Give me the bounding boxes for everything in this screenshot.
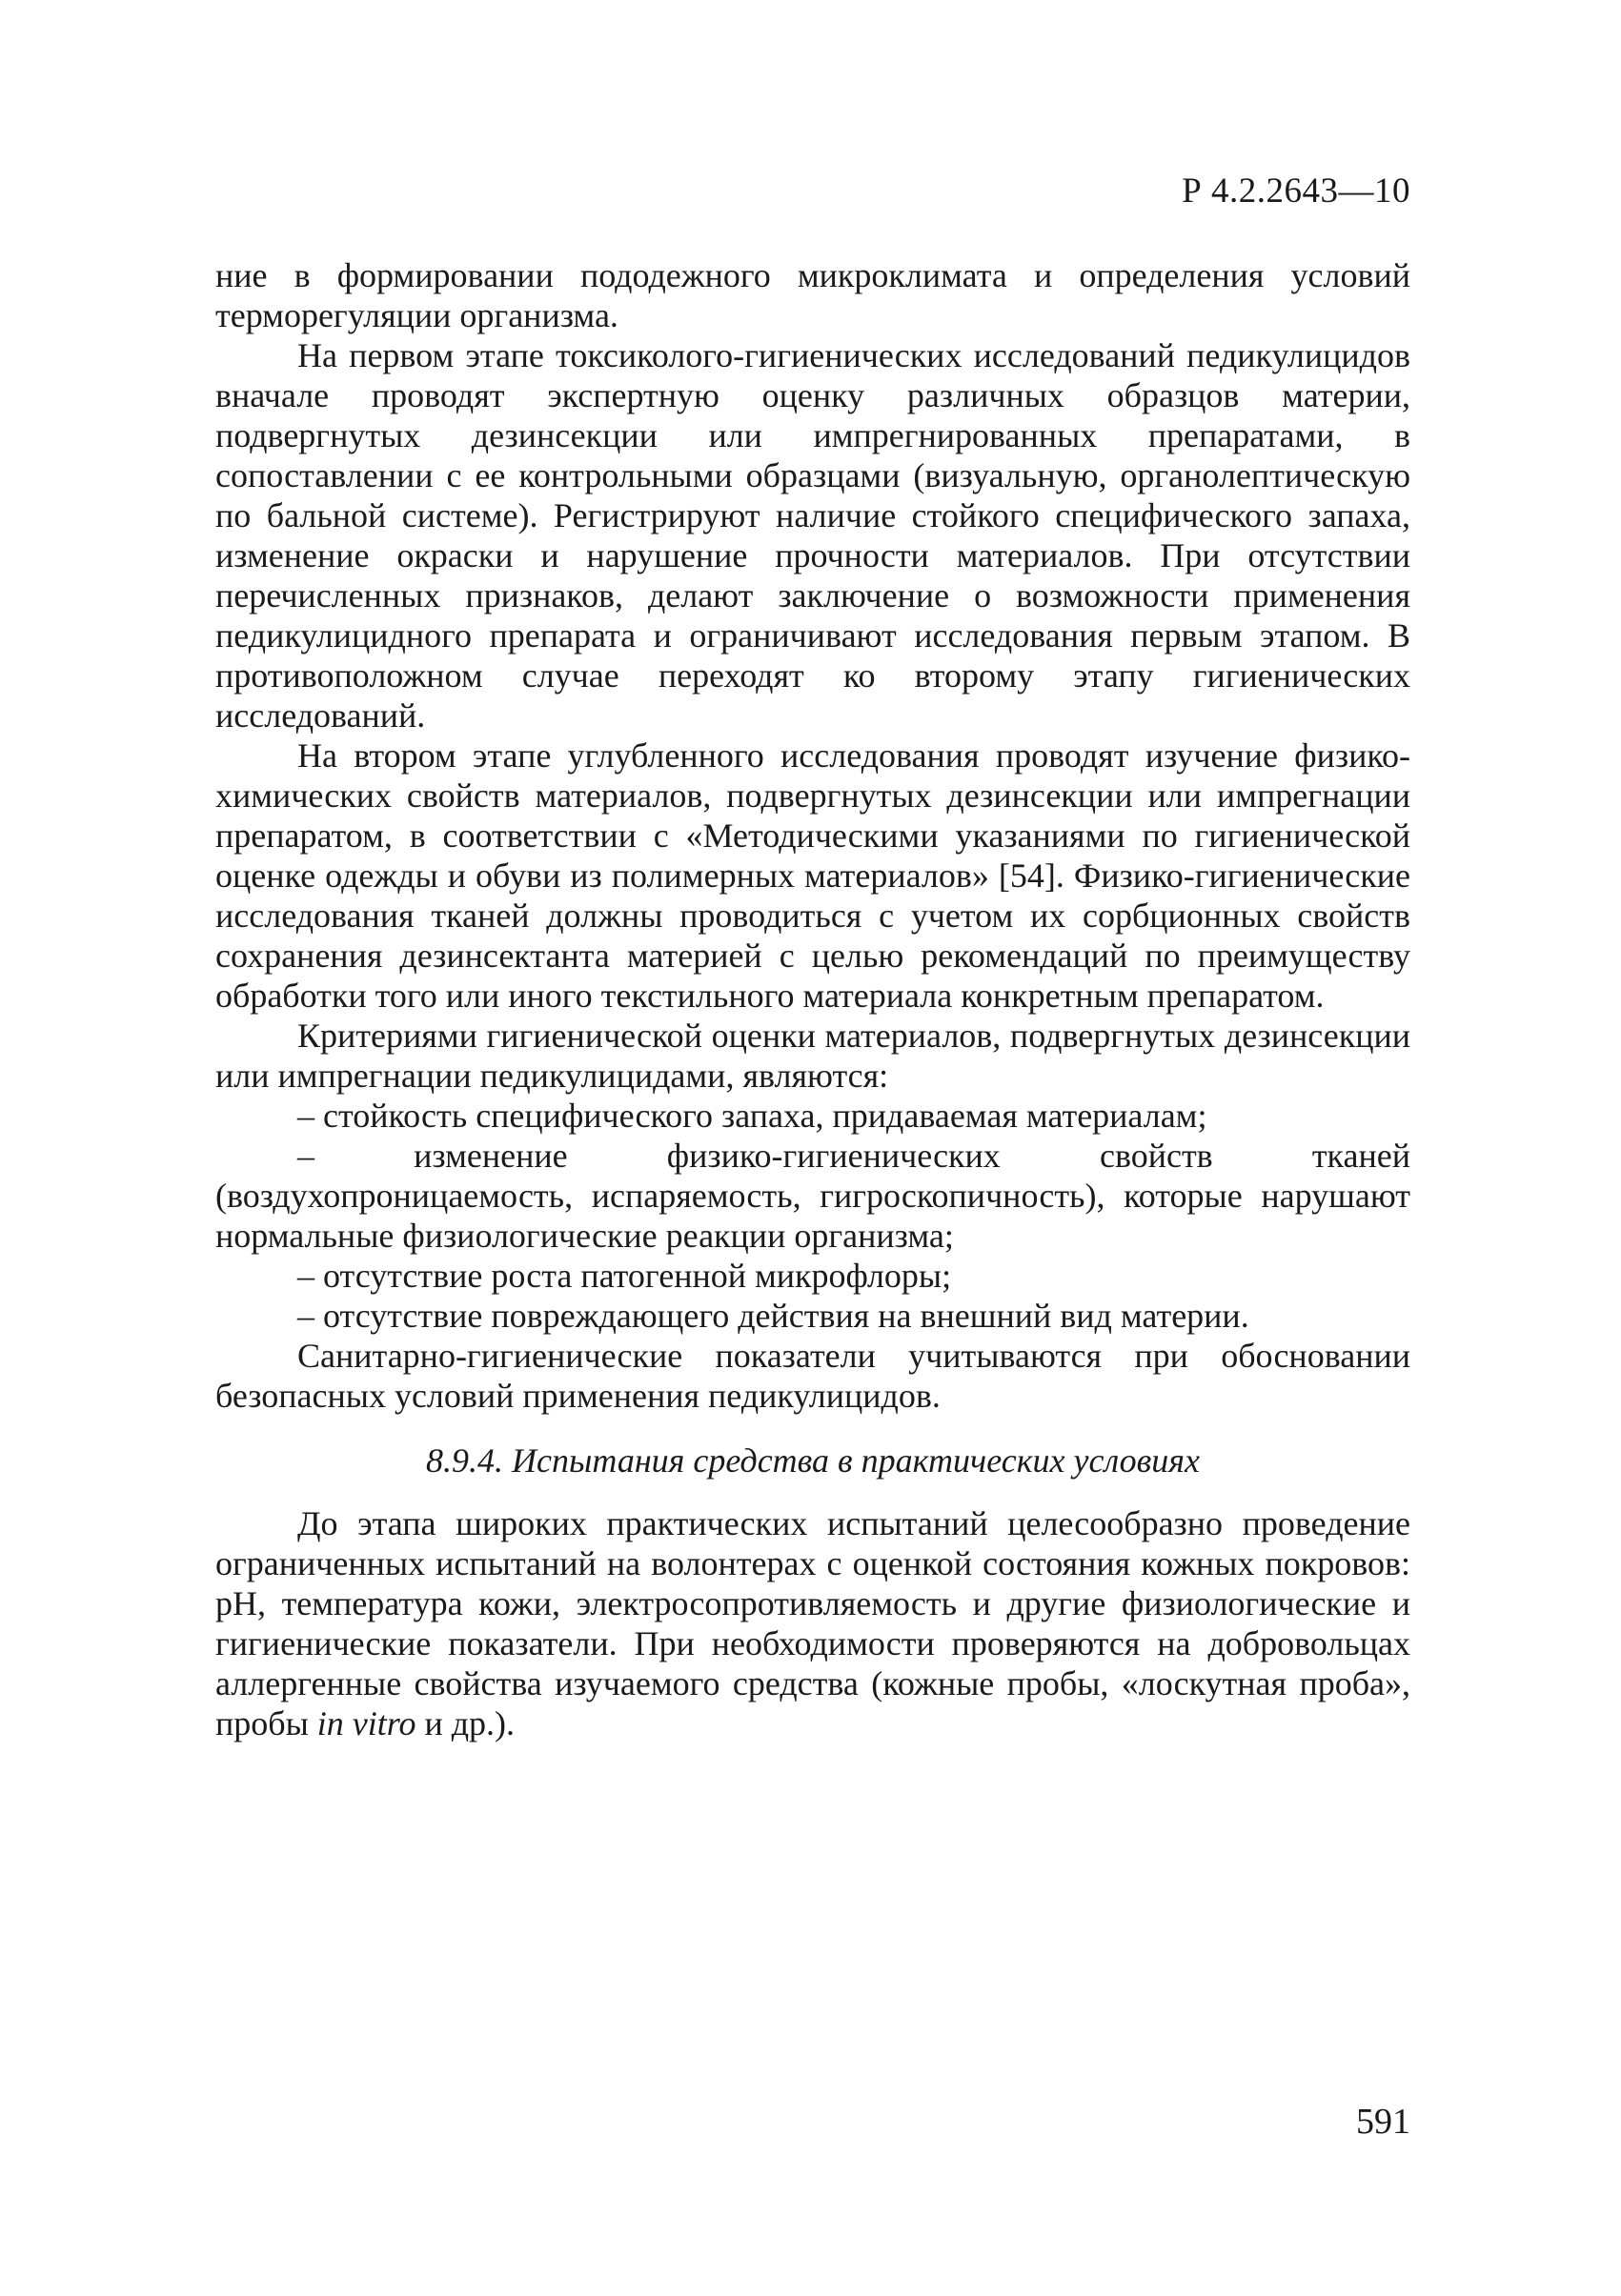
paragraph-text-part2: и др.). xyxy=(415,1704,516,1742)
paragraph-sanitary: Санитарно-гигиенические показатели учитываются при обосновании безопасных условий применения педикулицидов. xyxy=(215,1337,1410,1415)
list-item-odor: – стойкость специфического запаха, придаваемая материалам; xyxy=(297,1097,1207,1135)
section-heading: 8.9.4. Испытания средства в практических условиях xyxy=(426,1441,1200,1480)
paragraph-first-stage: На первом этапе токсиколого-гигиенических исследований педикулицидов вначале проводят экспертную оценку различных образцов материи, подвергнутых дезинсекции или импрегнированных препаратами, в сопоставлении с ее контрольными образцами (визуальную, органолептическую по бальной системе). Регистрируют наличие стойкого специфического запаха, изменение окраски и нарушение прочности материалов. При отсутствии перечисленных признаков, делают заключение о возможности применения педикулицидного препарата и ограничивают исследования первым этапом. В противоположном случае переходят ко второму этапу гигиенических исследований. xyxy=(215,336,1410,735)
document-code-header: Р 4.2.2643—10 xyxy=(1182,171,1410,211)
paragraph-italic-term: in vitro xyxy=(316,1704,416,1742)
list-item-microflora: – отсутствие роста патогенной микрофлоры; xyxy=(297,1257,952,1295)
paragraph-text-part1: До этапа широких практических испытаний целесообразно проведение ограниченных испытаний на волонтерах с оценкой состояния кожных покровов: pH, температура кожи, электросопротивляемость и другие физиологические и гигиенические показатели. При необходимости проверяются на добровольцах аллергенные свойства изучаемого средства (кожные пробы, «лоскутная проба», пробы xyxy=(215,1504,1410,1742)
paragraph-continuation: ние в формировании пододежного микроклимата и определения условий терморегуляции организма. xyxy=(215,256,1410,334)
page-number: 591 xyxy=(1356,2102,1410,2142)
list-item-properties: – изменение физико-гигиенических свойств тканей (воздухопроницаемость, испаряемость, гигроскопичность), которые нарушают нормальные физиологические реакции организма; xyxy=(215,1137,1410,1255)
document-page xyxy=(215,171,1410,1743)
paragraph-second-stage: На втором этапе углубленного исследования проводят изучение физико-химических свойств материалов, подвергнутых дезинсекции или импрегнации препаратом, в соответствии с «Методическими указаниями по гигиенической оценке одежды и обуви из полимерных материалов» [54]. Физико-гигиенические исследования тканей должны проводиться с учетом их сорбционных свойств сохранения дезинсектанта материей с целью рекомендаций по преимуществу обработки того или иного текстильного материала конкретным препаратом. xyxy=(215,736,1410,1015)
list-item-damage: – отсутствие повреждающего действия на внешний вид материи. xyxy=(297,1297,1249,1335)
paragraph-practical-tests xyxy=(215,1503,1410,1743)
paragraph-criteria-intro: Критериями гигиенической оценки материалов, подвергнутых дезинсекции или импрегнации педикулицидами, являются: xyxy=(215,1017,1410,1095)
